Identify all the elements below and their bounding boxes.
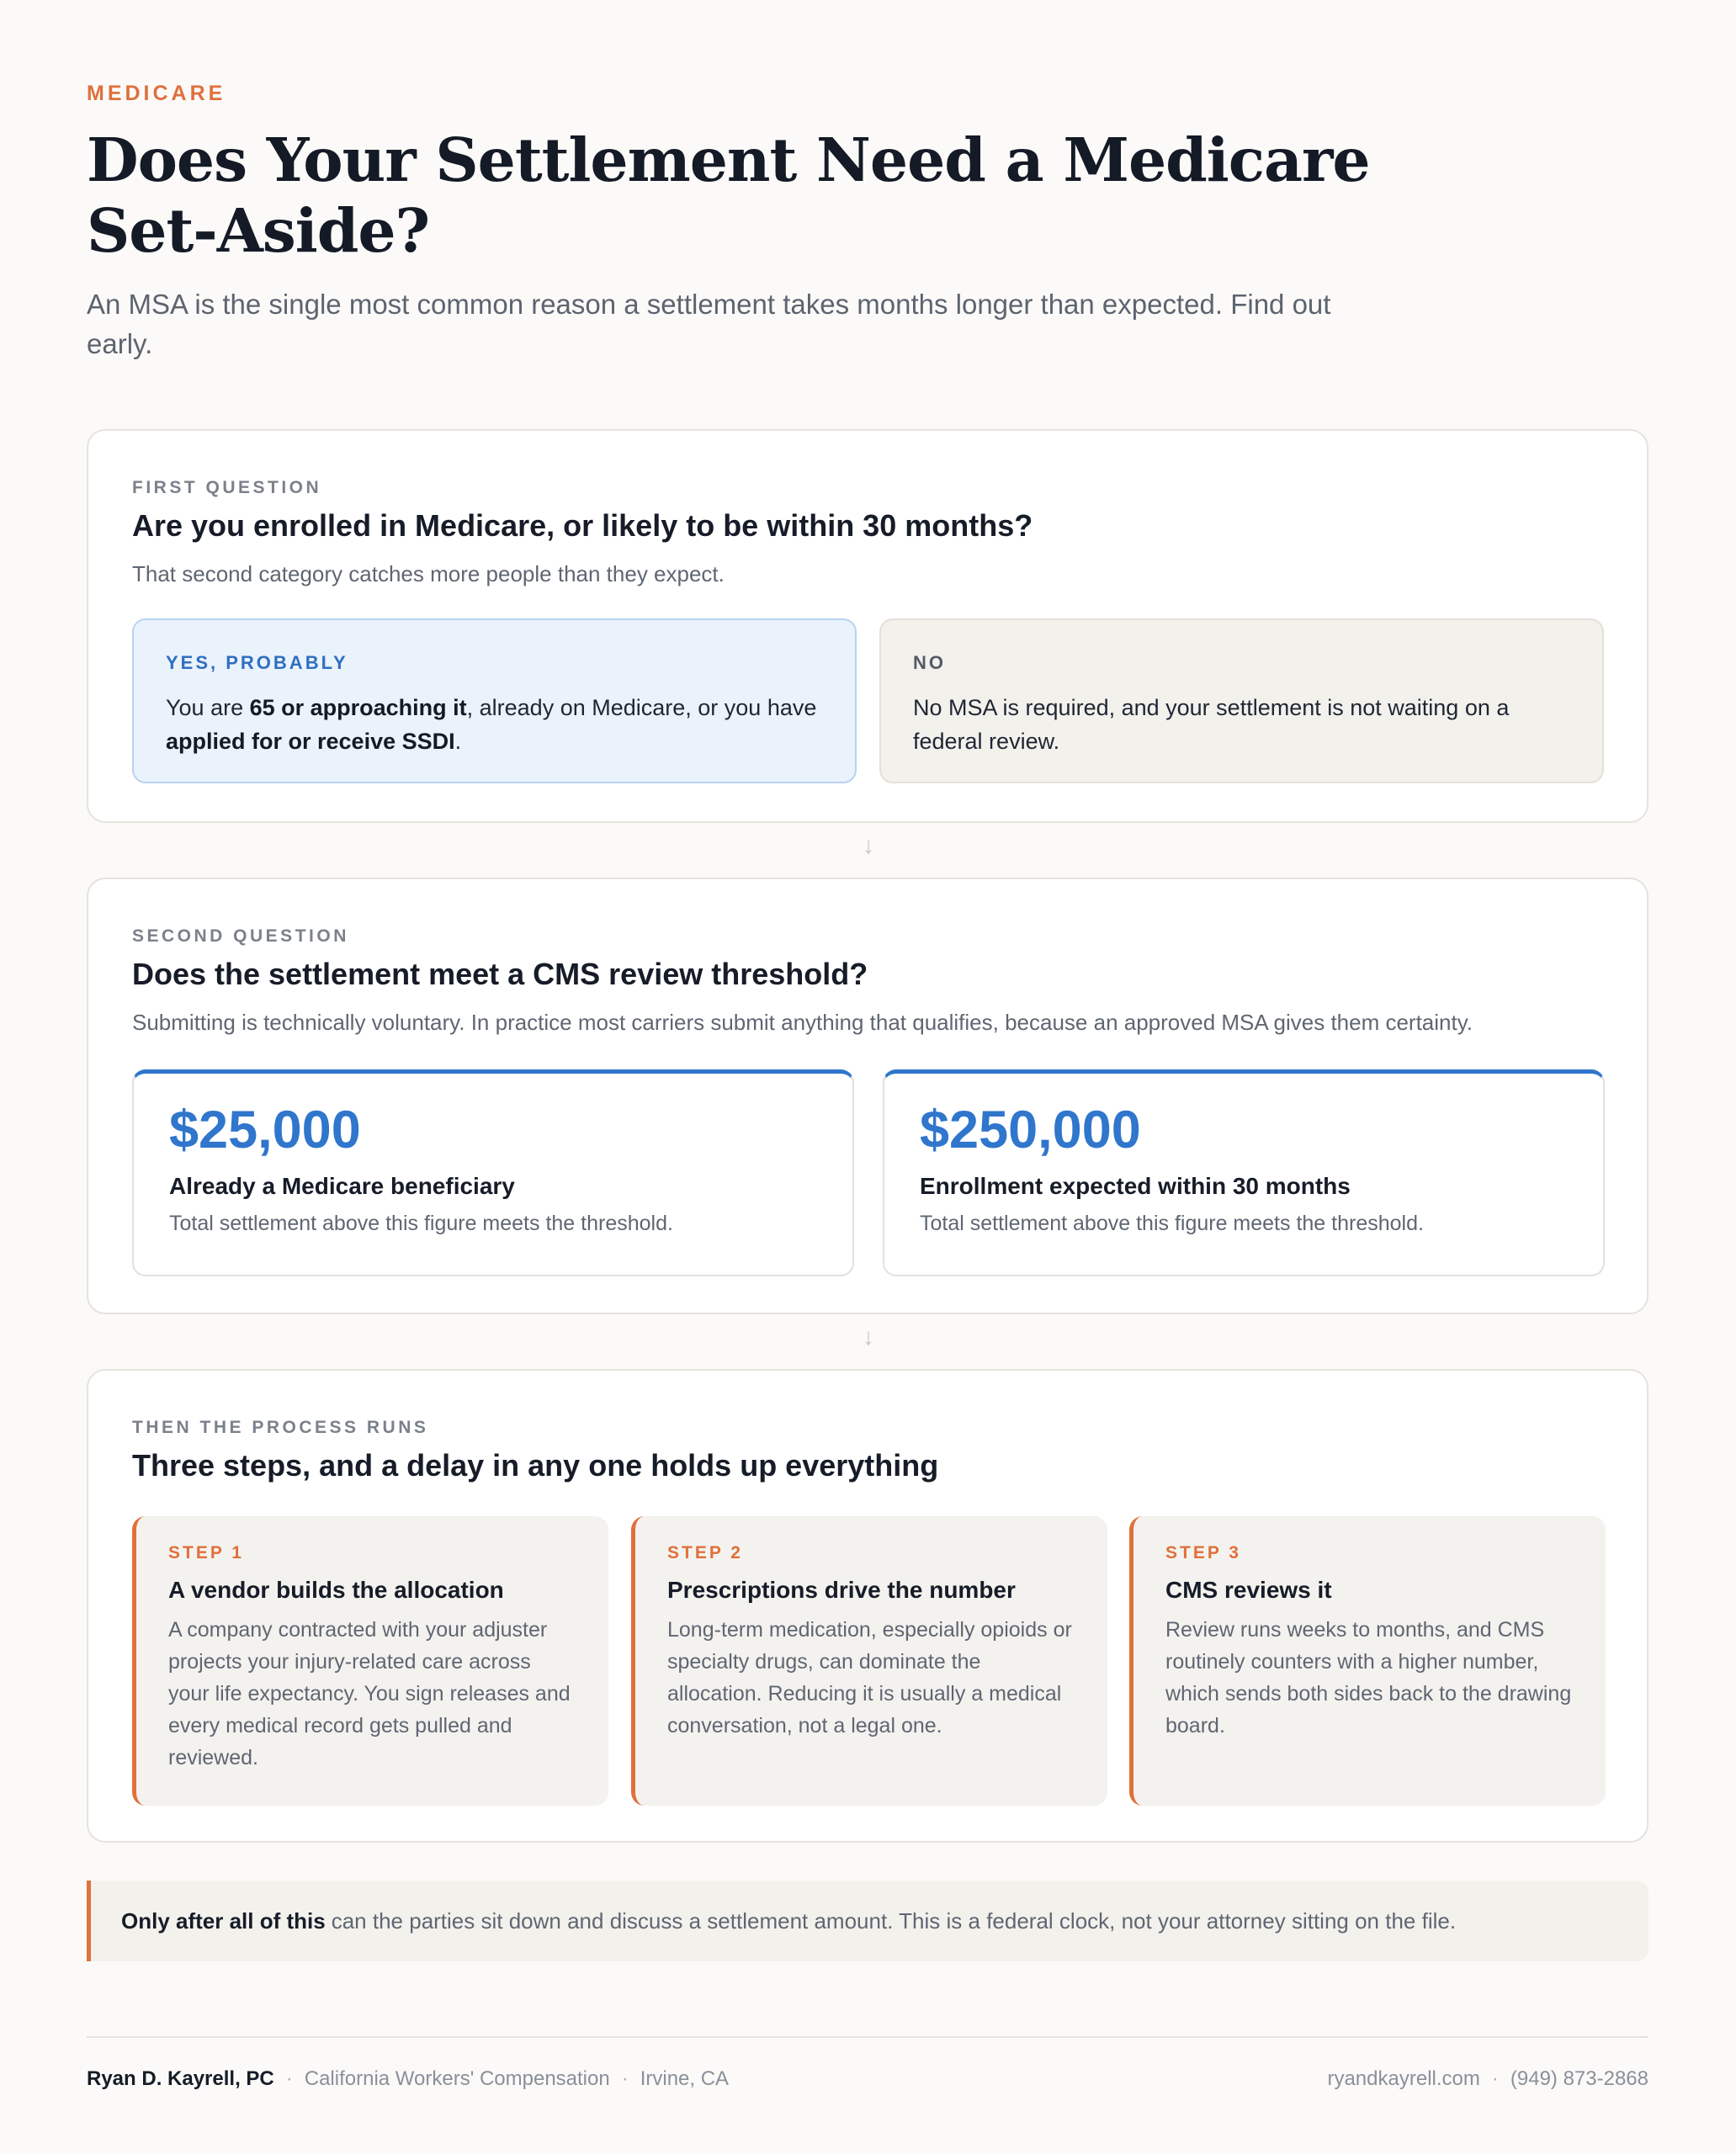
step-card [132,1516,608,1806]
separator: · [621,2067,629,2090]
option-no [879,618,1604,783]
option-yes [132,618,857,783]
website-link[interactable]: ryandkayrell.com [1327,2067,1480,2090]
step-label: STEP 1 [168,1543,244,1562]
first-question-card [87,429,1648,823]
step-card [1129,1516,1606,1806]
page-title: Does Your Settlement Need a Medicare Set-Aside? [87,125,1370,266]
card-title: Three steps, and a delay in any one holds up everything [132,1448,939,1483]
threshold-amount: $25,000 [169,1101,361,1159]
step-label: STEP 2 [667,1543,743,1562]
separator: · [1491,2067,1499,2090]
second-question-card [87,878,1648,1314]
process-card [87,1369,1648,1843]
note-bold: Only after all of this [121,1907,326,1934]
practice-area: California Workers' Compensation [304,2067,610,2090]
option-label: NO [913,652,946,673]
threshold-label: Already a Medicare beneficiary [169,1173,515,1199]
threshold-box [132,1069,854,1276]
arrow-down-icon: ↓ [863,832,874,858]
page-subtitle: An MSA is the single most common reason a settlement takes months longer than expected. Find out early. [87,289,1331,359]
option-text: No MSA is required, and your settlement is not waiting on a federal review. [913,695,1510,754]
threshold-amount: $250,000 [920,1101,1141,1159]
option-text: You are 65 or approaching it, already on Medicare, or you have applied for or receive SSDI. [166,695,817,754]
section-eyebrow: MEDICARE [87,82,226,105]
step-text: Review runs weeks to months, and CMS routinely counters with a higher number, which sends both sides back to the drawing board. [1165,1618,1572,1738]
arrow-down-icon: ↓ [863,1324,874,1350]
location: Irvine, CA [640,2067,730,2090]
threshold-label: Enrollment expected within 30 months [920,1173,1351,1199]
step-label: STEP 3 [1165,1543,1241,1562]
step-title: A vendor builds the allocation [168,1577,504,1603]
card-eyebrow: SECOND QUESTION [132,926,349,946]
card-eyebrow: FIRST QUESTION [132,478,322,497]
card-title: Does the settlement meet a CMS review threshold? [132,957,868,991]
footer [87,2067,1648,2091]
separator: · [285,2067,293,2090]
firm-name: Ryan D. Kayrell, PC [87,2067,274,2090]
threshold-description: Total settlement above this figure meets the threshold. [169,1212,673,1235]
step-title: Prescriptions drive the number [667,1577,1016,1603]
callout-note [87,1881,1648,1961]
step-title: CMS reviews it [1165,1577,1332,1603]
note-text: can the parties sit down and discuss a settlement amount. This is a federal clock, not your attorney sitting on the file. [331,1907,1457,1934]
card-eyebrow: THEN THE PROCESS RUNS [132,1418,429,1437]
card-subtitle: Submitting is technically voluntary. In practice most carriers submit anything that qualifies, because an approved MSA gives them certainty. [132,1010,1473,1035]
card-title: Are you enrolled in Medicare, or likely to be within 30 months? [132,508,1033,543]
step-card [631,1516,1107,1806]
step-text: A company contracted with your adjuster projects your injury-related care across your life expectancy. You sign releases and every medical record gets pulled and reviewed. [168,1618,571,1769]
step-text: Long-term medication, especially opioids or specialty drugs, can dominate the allocation. Reducing it is usually a medical conversation, not a legal one. [667,1618,1072,1738]
threshold-description: Total settlement above this figure meets the threshold. [920,1212,1424,1235]
phone-link[interactable]: (949) 873-2868 [1510,2067,1648,2090]
option-label: YES, PROBABLY [166,652,348,673]
card-subtitle: That second category catches more people than they expect. [132,561,725,586]
threshold-box [883,1069,1605,1276]
footer-divider [87,2036,1648,2038]
